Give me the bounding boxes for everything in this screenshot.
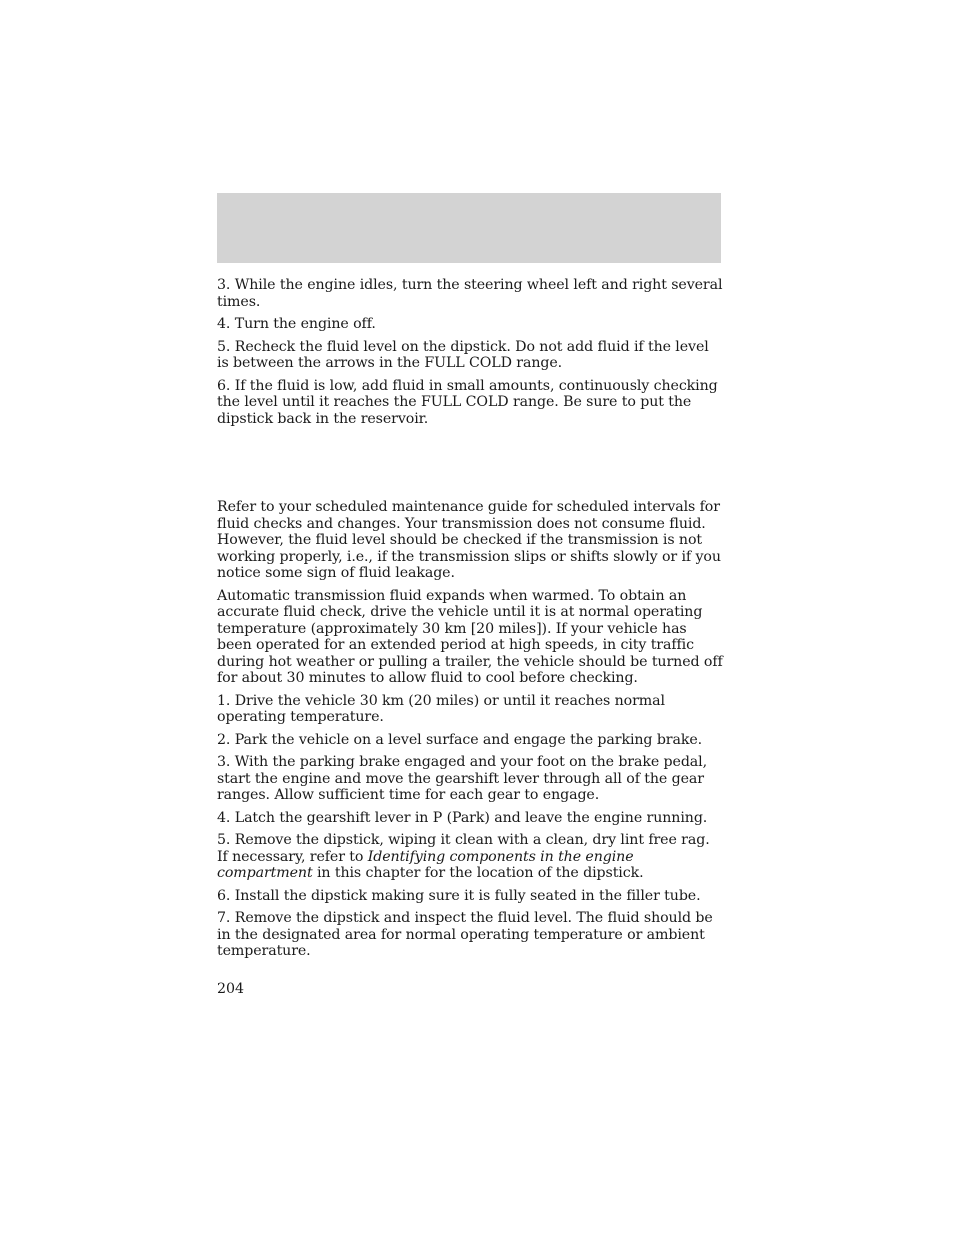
page-number: 204 — [217, 981, 245, 997]
power-steering-step-4: 4. Turn the engine off. — [217, 316, 376, 332]
step-5-text-end: in this chapter for the location of the dipstick. — [312, 865, 644, 881]
transmission-step-6: 6. Install the dipstick making sure it is fully seated in the filler tube. — [217, 887, 701, 904]
engine-compartment-reference: Identifying components in the engine compartment — [217, 848, 634, 881]
transmission-step-2: 2. Park the vehicle on a level surface and engage the parking brake. — [217, 731, 703, 748]
step-5-text-start: 5. Remove the dipstick, wiping it clean with a clean, dry lint free rag. If necessary, refer to — [217, 832, 710, 865]
transmission-step-1: 1. Drive the vehicle 30 km (20 miles) or until it reaches normal operating temperature. — [217, 692, 665, 725]
transmission-step-3: 3. With the parking brake engaged and your foot on the brake pedal, start the engine and move the gearshift lever through all of the gear ranges. Allow sufficient time for each gear to engage. — [217, 754, 708, 803]
power-steering-step-5: 5. Recheck the fluid level on the dipstick. Do not add fluid if the level is between the arrows in the FULL COLD range. — [217, 338, 709, 371]
transmission-expansion-paragraph: Automatic transmission fluid expands when warmed. To obtain an accurate fluid check, drive the vehicle until it is at normal operating temperature (approximately 30 km [20 miles]). If your vehicle has been operated for an extended period at high speeds, in city traffic during hot weather or pulling a trailer, the vehicle should be turned off for about 30 minutes to allow fluid to cool before checking. — [217, 587, 723, 686]
section-gap — [217, 433, 723, 499]
transmission-intro-paragraph: Refer to your scheduled maintenance guide for scheduled intervals for fluid checks and changes. Your transmission does not consume fluid. However, the fluid level should be checked if the transmission is not working properly, i.e., if the transmission slips or shifts slowly or if you notice some sign of fluid leakage. — [217, 499, 721, 581]
power-steering-step-6: 6. If the fluid is low, add fluid in small amounts, continuously checking the level until it reaches the FULL COLD range. Be sure to put the dipstick back in the reservoir. — [217, 377, 718, 427]
page-content — [217, 277, 723, 966]
power-steering-step-3: 3. While the engine idles, turn the steering wheel left and right several times. — [217, 277, 723, 310]
header-band — [217, 193, 721, 263]
transmission-step-4: 4. Latch the gearshift lever in P (Park) and leave the engine running. — [217, 809, 708, 826]
transmission-step-7: 7. Remove the dipstick and inspect the fluid level. The fluid should be in the designated area for normal operating temperature or ambient temperature. — [217, 910, 713, 959]
transmission-step-5 — [217, 832, 723, 882]
